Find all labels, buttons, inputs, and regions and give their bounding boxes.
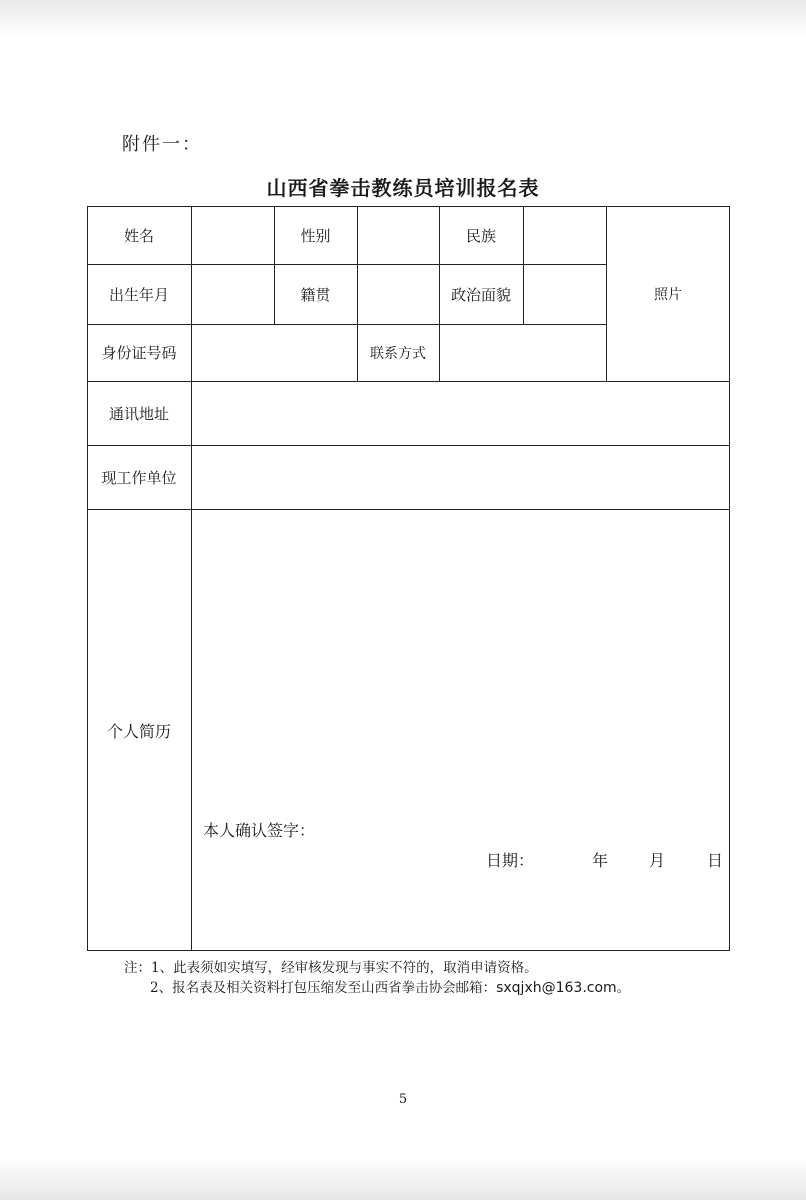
scan-shadow-top xyxy=(0,0,806,40)
contact-label: 联系方式 xyxy=(370,345,426,362)
id-number-label: 身份证号码 xyxy=(101,344,177,362)
birth-label: 出生年月 xyxy=(108,285,169,304)
page-number: 5 xyxy=(398,1092,408,1107)
native-place-label: 籍贯 xyxy=(300,285,331,304)
photo-box[interactable]: 照片 xyxy=(654,286,682,303)
year-label: 年 xyxy=(592,851,609,870)
name-label: 姓名 xyxy=(123,226,154,245)
ethnicity-label: 民族 xyxy=(465,226,496,245)
address-field[interactable] xyxy=(191,381,730,445)
note-line-2-end: 。 xyxy=(616,980,631,996)
work-unit-field[interactable] xyxy=(191,445,730,509)
form-title: 山西省拳击教练员培训报名表 xyxy=(266,176,540,200)
signature-label: 本人确认签字： xyxy=(203,821,316,840)
work-unit-label: 现工作单位 xyxy=(101,468,177,487)
resume-field[interactable] xyxy=(191,509,730,809)
month-label: 月 xyxy=(649,851,666,870)
note-line-1: 注：1、此表须如实填写，经审核发现与事实不符的，取消申请资格。 xyxy=(124,960,538,976)
name-field[interactable] xyxy=(191,206,274,264)
scan-shadow-bottom xyxy=(0,1160,806,1200)
gender-label: 性别 xyxy=(300,226,331,245)
ethnicity-field[interactable] xyxy=(523,206,606,264)
contact-email: sxqjxh@163.com xyxy=(496,980,617,996)
attachment-label: 附件一： xyxy=(122,134,202,155)
political-label: 政治面貌 xyxy=(450,285,511,304)
political-field[interactable] xyxy=(523,264,606,324)
date-label: 日期： xyxy=(486,851,535,870)
resume-label: 个人简历 xyxy=(106,721,171,741)
day-label: 日 xyxy=(707,851,724,870)
id-number-field[interactable] xyxy=(191,324,357,381)
gender-field[interactable] xyxy=(357,206,439,264)
signature-field[interactable] xyxy=(320,812,710,842)
native-place-field[interactable] xyxy=(357,264,439,324)
contact-field[interactable] xyxy=(439,324,606,381)
address-label: 通讯地址 xyxy=(108,404,169,423)
note-line-2 xyxy=(150,976,630,996)
note-line-2-text: 2、报名表及相关资料打包压缩发至山西省拳击协会邮箱： xyxy=(150,980,497,996)
birth-field[interactable] xyxy=(191,264,274,324)
